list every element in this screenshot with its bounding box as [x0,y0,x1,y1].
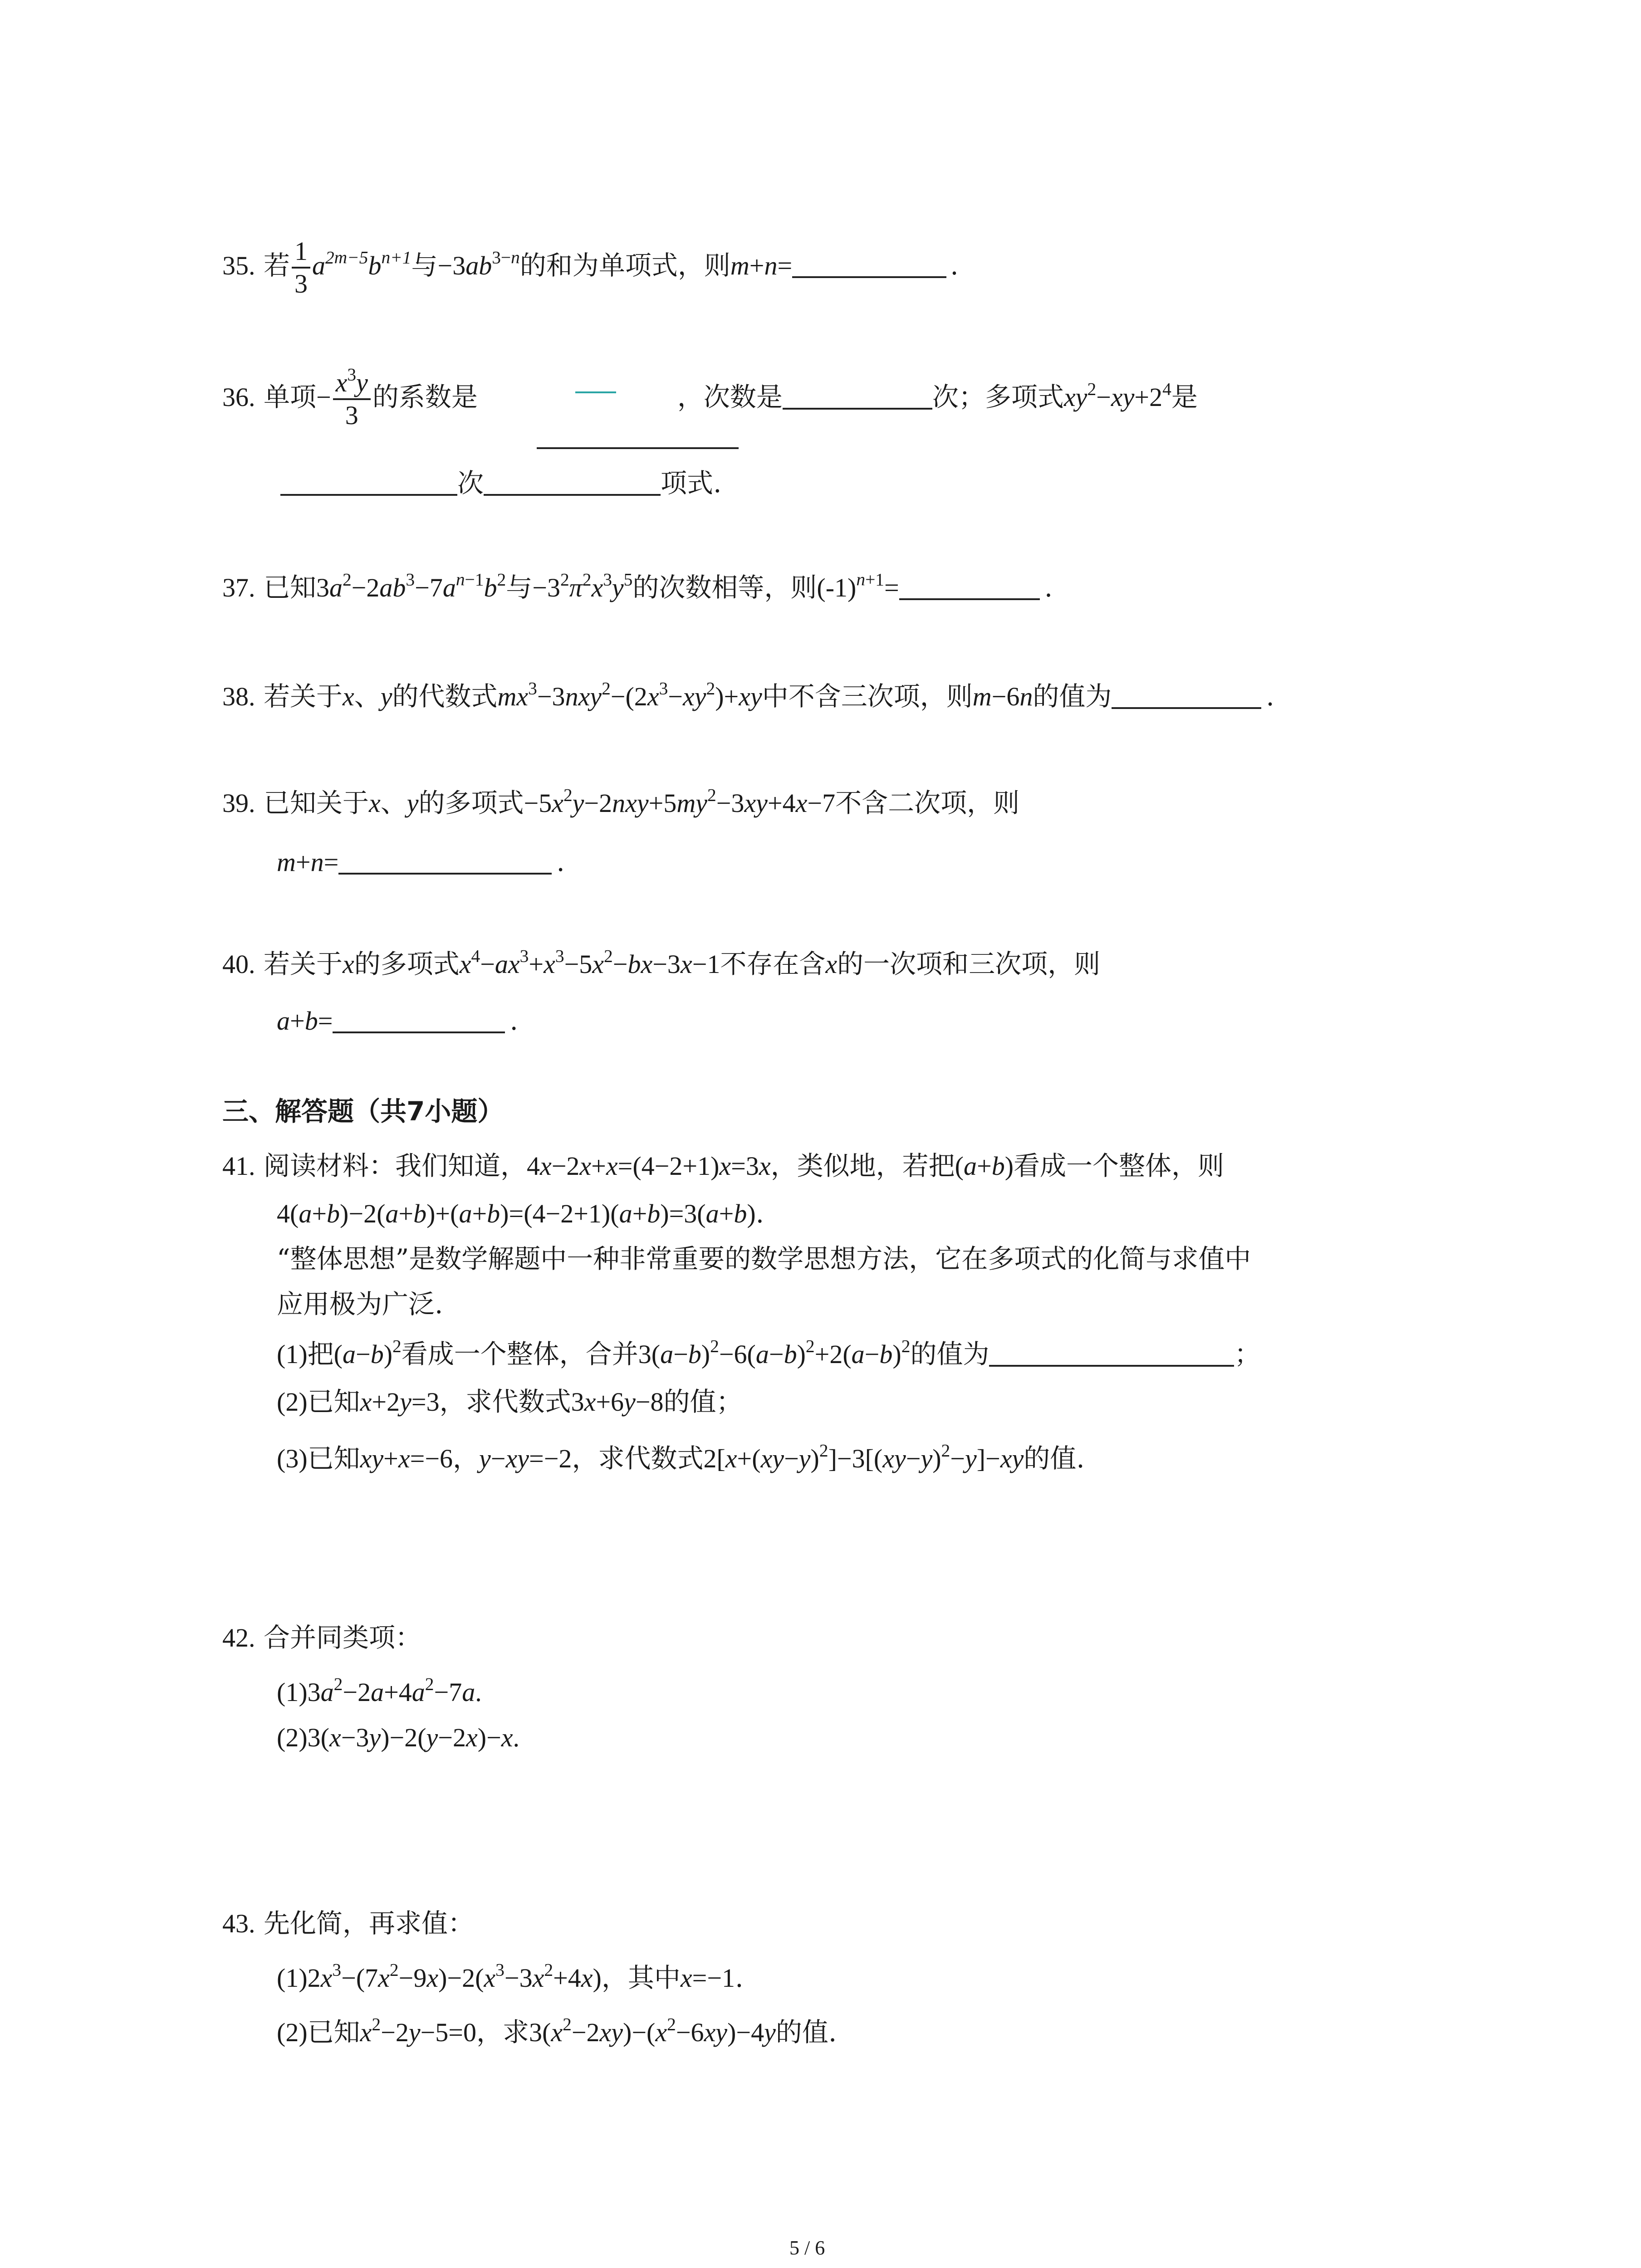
math-expr: $mx^3-3nxy^2-(2x^3-xy^2)+xy$ [497,678,762,711]
answer-blank[interactable] [280,469,457,496]
math-expr: $a^{2m-5}b^{n+1}$ [312,247,411,281]
question-41 [222,1148,1224,1184]
question-42-part1 [277,1674,482,1711]
math-expr: 3(x−3y)−2(y−2x)−x. [307,1723,520,1752]
text: (2) [277,1723,308,1752]
question-39 [222,785,1019,821]
math-expr: $2x^3-(7x^2-9x)-2(x^3-3x^2+4x)$ [307,1960,602,1993]
text: 若关于 [263,681,343,712]
text: 阅读材料：我们知道， [263,1150,527,1181]
fraction-numerator: 1 [292,236,310,269]
text: 的次数相等，则 [632,572,817,603]
text: 、 [354,681,381,712]
answer-blank[interactable] [333,1006,505,1033]
text: . [1266,681,1274,712]
section-heading: 三、解答题（共7小题） [222,1096,504,1127]
question-40 [222,946,1100,982]
math-expr: m−6n [972,682,1033,711]
text: ，次数是 [677,381,783,413]
text: 的值. [1024,1443,1085,1474]
dash-mark [575,391,616,393]
text: ， [453,1443,480,1474]
answer-blank[interactable] [899,573,1040,600]
text: 、 [380,787,407,818]
text: . [1044,572,1053,603]
math-expr: 3x+6y−8 [571,1387,664,1417]
question-36 [222,364,1198,431]
math-expr: x=−1 [680,1963,735,1993]
question-43 [222,1905,474,1942]
text: ，求 [476,2017,529,2048]
math-expr: − [316,382,331,412]
math-expr: y [407,788,419,818]
question-number: 38. [222,682,255,711]
fraction-denominator: 3 [345,401,358,430]
text: 的多项式 [418,787,524,818]
question-42-part2 [277,1719,519,1756]
question-41-line3: “整体思想”是数学解题中一种非常重要的数学思想方法，它在多项式的化简与求值中 [277,1243,1251,1274]
text: 单项 [263,381,316,413]
math-expr: $3a^2-2a+4a^2-7a$. [307,1674,482,1707]
math-expr: y [380,682,392,711]
text: . [755,1198,764,1229]
text: (2)已知 [277,2018,360,2047]
question-number: 37. [222,573,255,602]
text: 不存在含 [720,948,826,979]
text: . [556,846,565,877]
text: ，求代数式 [439,1386,571,1417]
answer-blank-coefficient[interactable] [537,447,739,449]
fraction [333,364,371,431]
fraction-numerator: $x^3y$ [333,367,371,400]
math-expr: $-3^2\pi^2x^3y^5$ [532,569,633,602]
page-number: 5 / 6 [789,2237,825,2259]
math-expr: x [368,788,381,818]
question-number: 40. [222,949,255,979]
text: 若 [263,250,290,281]
question-43-part2 [277,2014,837,2051]
math-expr: $-3ab^{3-n}$ [437,247,520,281]
answer-blank[interactable] [783,382,932,410]
text: 的和为单项式，则 [519,250,730,281]
math-expr: $(-1)^{n+1}=$ [817,569,899,602]
math-expr: m+n= [277,847,339,877]
text: ，类似地，若把 [770,1150,955,1181]
question-41-part1 [277,1336,1260,1373]
math-expr: x+2y=3 [360,1387,440,1417]
text: 看成一个整体，合并 [401,1339,638,1369]
question-40-line2 [277,1002,518,1039]
math-expr: x [342,949,354,979]
math-expr: $3(x^2-2xy)-(x^2-6xy)-4y$ [529,2014,776,2047]
fraction [292,236,310,299]
text: 的代数式 [392,681,498,712]
question-number: 35. [222,251,255,281]
question-41-line2 [277,1195,764,1232]
text: 的系数是 [372,381,478,413]
question-number: 42. [222,1623,255,1652]
text: 的值. [775,2017,837,2048]
text: . [950,250,959,281]
text: 已知 [263,572,316,603]
math-expr: x [825,949,838,979]
text: (1) [277,1963,308,1993]
math-expr: $3a^2-2ab^3-7a^{n-1}b^2$ [316,569,506,602]
text: 合并同类项： [263,1622,421,1653]
math-expr: $-5x^2y-2nxy+5my^2-3xy+4x-7$ [524,785,836,818]
math-expr: $2[x+(xy-y)^2]-3[(xy-y)^2-y]-xy$ [703,1440,1024,1473]
answer-blank[interactable] [484,469,661,496]
text: 的值； [663,1386,743,1417]
text: 中不含三次项，则 [762,681,973,712]
answer-blank[interactable] [1112,682,1261,709]
question-41-line4: 应用极为广泛. [277,1289,443,1320]
text: 若关于 [263,948,343,979]
text: ，其中 [601,1962,681,1993]
question-37 [222,569,1053,606]
text: (2)已知 [277,1387,360,1417]
text: (1)把 [277,1339,334,1369]
math-expr: $(a-b)^2$ [333,1336,402,1369]
text: (3)已知 [277,1444,360,1473]
text: ，求代数式 [572,1443,704,1474]
math-expr: $x^2-2y-5=0$ [360,2014,476,2047]
question-41-part3 [277,1440,1085,1477]
question-number: 39. [222,788,255,818]
text: 看成一个整体，则 [1014,1150,1225,1181]
math-expr: $xy^2-xy+2^4$ [1063,379,1171,412]
fraction-denominator: 3 [294,269,308,298]
question-36-line2 [280,465,721,501]
math-expr: 4x−2x+x=(4−2+1)x=3x [526,1151,771,1181]
answer-blank[interactable] [989,1339,1234,1367]
math-expr: a+b= [277,1006,333,1036]
text: ； [1234,1339,1261,1369]
text: . [735,1962,744,1993]
text: 是 [1171,381,1198,413]
text: 不含二次项，则 [835,787,1020,818]
math-expr: 4(a+b)−2(a+b)+(a+b)=(4−2+1)(a+b)=3(a+b) [277,1199,756,1228]
math-expr: (a+b) [955,1151,1014,1181]
answer-blank[interactable] [338,847,552,875]
math-expr: m+n= [730,251,793,281]
question-number: 41. [222,1151,255,1181]
text: 次；多项式 [932,381,1064,413]
text: 已知关于 [263,787,369,818]
text: 项式. [661,468,722,499]
answer-slot[interactable] [478,381,677,409]
question-number: 43. [222,1909,255,1938]
question-number: 36. [222,382,255,412]
math-expr: $3(a-b)^2-6(a-b)^2+2(a-b)^2$ [638,1336,911,1369]
text: 的值为 [910,1339,989,1369]
question-43-part1 [277,1960,744,1996]
question-42 [222,1619,421,1656]
math-expr: x [342,682,354,711]
question-38 [222,678,1274,715]
math-expr: $x^4-ax^3+x^3-5x^2-bx-3x-1$ [459,946,720,979]
answer-blank[interactable] [792,251,946,278]
text: 与 [506,572,533,603]
math-expr: y−xy=−2 [479,1444,572,1473]
text: 的一次项和三次项，则 [837,948,1101,979]
text: 的多项式 [354,948,460,979]
text: (1) [277,1677,308,1707]
text: 的值为 [1033,681,1112,712]
text: 与 [411,250,438,281]
question-39-line2 [277,844,565,880]
text: . [509,1005,518,1036]
question-35 [222,236,959,299]
math-expr: xy+x=−6 [360,1444,453,1473]
text: 先化简，再求值： [263,1908,474,1939]
question-41-part2 [277,1383,743,1420]
text: 次 [457,468,484,499]
